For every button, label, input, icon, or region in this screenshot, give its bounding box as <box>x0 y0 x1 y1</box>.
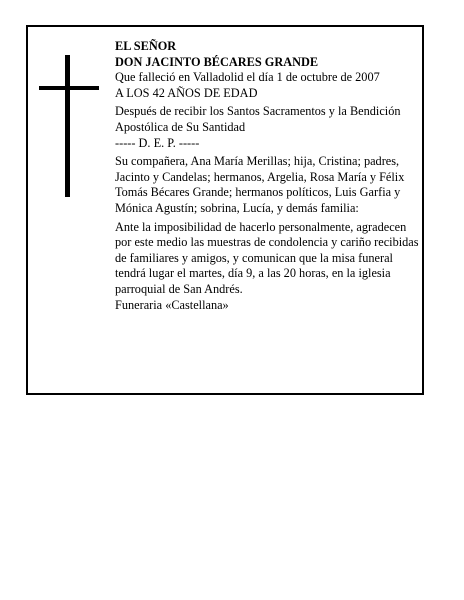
obituary-heading: EL SEÑOR <box>115 39 177 53</box>
cross-vertical-bar <box>65 55 70 197</box>
age-line: A LOS 42 AÑOS DE EDAD <box>115 85 258 100</box>
family-text: Su compañera, Ana María Merillas; hija, Cristina; padres, Jacinto y Candelas; hermanos, Argelia, Rosa María y Félix Tomás Bécares Grande; hermanos políticos, Luis Garfia y Mónica Agustín; sobrina, Lucía, y demás familia: <box>115 154 405 215</box>
obituary-text <box>115 39 421 313</box>
rip-line: ----- D. E. P. ----- <box>115 135 200 150</box>
cross-horizontal-bar <box>39 86 99 90</box>
death-line: Que falleció en Valladolid el día 1 de octubre de 2007 <box>115 70 380 85</box>
funeral-home: Funeraria «Castellana» <box>115 297 229 312</box>
cross-icon <box>39 55 99 197</box>
sacraments-text: Después de recibir los Santos Sacramentos y la Bendición Apostólica de Su Santidad <box>115 104 401 134</box>
obituary-notice <box>26 25 424 395</box>
deceased-name: DON JACINTO BÉCARES GRANDE <box>115 54 319 69</box>
thanks-text: Ante la imposibilidad de hacerlo personalmente, agradecen por este medio las muestras de condolencia y cariño recibidas de familiares y amigos, y comunican que la misa funeral tendrá lugar el martes, día 9, a las 20 horas, en la iglesia parroquial de San Andrés. <box>115 219 419 296</box>
